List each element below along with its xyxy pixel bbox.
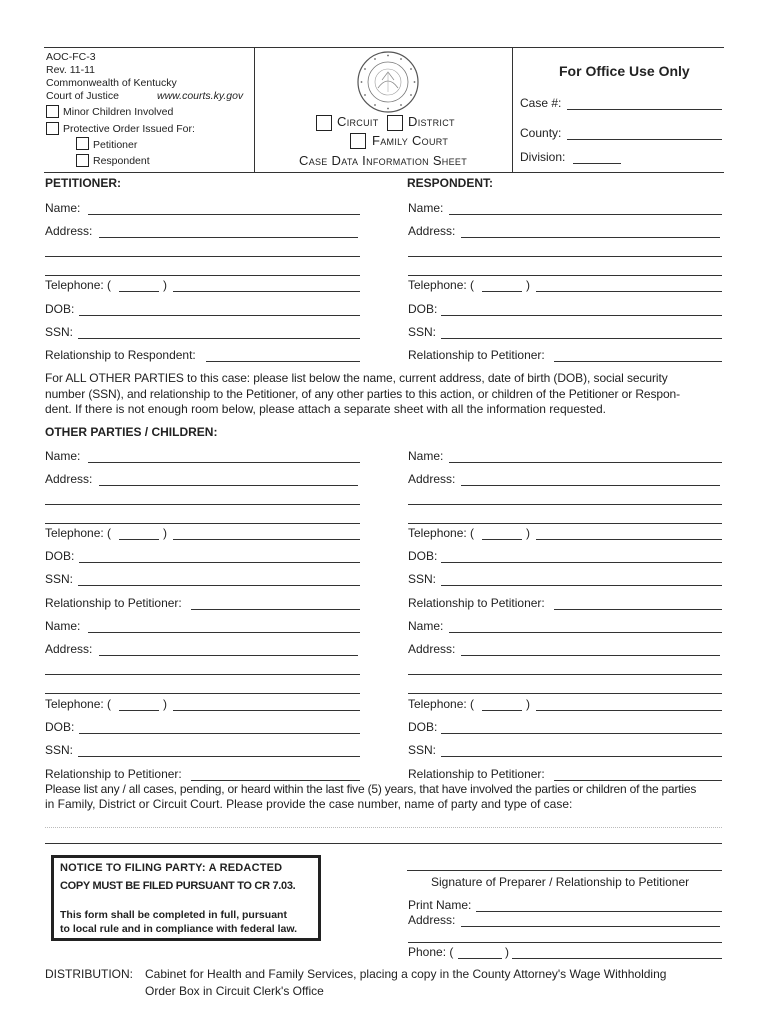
- party2-relationship-label: Relationship to Petitioner:: [408, 596, 545, 610]
- party1-telephone-label: Telephone: (: [45, 526, 112, 540]
- respondent-dob-field[interactable]: [441, 302, 722, 316]
- signature-caption: Signature of Preparer / Relationship to Petitioner: [431, 875, 690, 889]
- petitioner-address-field-2[interactable]: [45, 243, 360, 257]
- notice-line-4: to local rule and in compliance with federal law.: [60, 923, 298, 935]
- party3-address-field-2[interactable]: [45, 661, 360, 675]
- protective-petitioner-checkbox[interactable]: [76, 137, 89, 150]
- party4-name-field[interactable]: [449, 619, 722, 633]
- petitioner-dob-field[interactable]: [79, 302, 360, 316]
- party2-area-code-field[interactable]: [482, 526, 522, 540]
- party2-address-field-3[interactable]: [408, 510, 722, 524]
- party2-ssn-label: SSN:: [408, 572, 437, 586]
- party4-area-code-field[interactable]: [482, 697, 522, 711]
- respondent-ssn-label: SSN:: [408, 325, 437, 339]
- header-left-vertical-rule: [254, 47, 255, 173]
- other-parties-heading: OTHER PARTIES / CHILDREN:: [45, 425, 218, 439]
- party1-ssn-label: SSN:: [45, 572, 74, 586]
- party4-paren-close: ): [526, 697, 530, 711]
- party4-address-field-2[interactable]: [408, 661, 722, 675]
- prior-cases-instructions-line-1: Please list any / all cases, pending, or heard within the last five (5) years, that have involved the parties or children of the parties: [45, 782, 697, 796]
- petitioner-address-field-1[interactable]: [99, 224, 358, 238]
- party4-name-label: Name:: [408, 619, 444, 633]
- party2-name-label: Name:: [408, 449, 444, 463]
- respondent-name-label: Name:: [408, 201, 444, 215]
- party1-telephone-field[interactable]: [173, 526, 360, 540]
- protective-respondent-label: Respondent: [93, 155, 150, 167]
- party3-relationship-field[interactable]: [191, 767, 360, 781]
- preparer-phone-field[interactable]: [512, 945, 722, 959]
- preparer-paren-close: ): [505, 945, 509, 959]
- circuit-checkbox[interactable]: [316, 115, 332, 131]
- party3-telephone-field[interactable]: [173, 697, 360, 711]
- party4-address-label: Address:: [408, 642, 456, 656]
- party3-telephone-label: Telephone: (: [45, 697, 112, 711]
- family-court-checkbox[interactable]: [350, 133, 366, 149]
- party3-name-field[interactable]: [88, 619, 360, 633]
- notice-line-1: NOTICE TO FILING PARTY: A REDACTED: [60, 862, 283, 874]
- respondent-telephone-field[interactable]: [536, 278, 722, 292]
- party3-dob-field[interactable]: [79, 720, 360, 734]
- respondent-dob-label: DOB:: [408, 302, 438, 316]
- form-id: AOC-FC-3: [46, 51, 96, 63]
- party4-ssn-label: SSN:: [408, 743, 437, 757]
- preparer-phone-label: Phone: (: [408, 945, 454, 959]
- party4-relationship-label: Relationship to Petitioner:: [408, 767, 545, 781]
- respondent-address-field-3[interactable]: [408, 262, 722, 276]
- party3-area-code-field[interactable]: [119, 697, 159, 711]
- county-label: County:: [520, 126, 562, 140]
- prior-cases-instructions-line-2: in Family, District or Circuit Court. Please provide the case number, name of party and type of case:: [45, 797, 573, 811]
- other-parties-instructions-line-1: For ALL OTHER PARTIES to this case: please list below the name, current address, date of birth (DOB), social security: [45, 371, 668, 385]
- respondent-area-code-field[interactable]: [482, 278, 522, 292]
- respondent-relationship-label: Relationship to Petitioner:: [408, 348, 545, 362]
- case-number-field[interactable]: [567, 96, 722, 110]
- party1-dob-label: DOB:: [45, 549, 75, 563]
- print-name-field[interactable]: [476, 898, 722, 912]
- preparer-address-field-1[interactable]: [461, 913, 720, 927]
- party2-relationship-field[interactable]: [554, 596, 722, 610]
- protective-order-checkbox[interactable]: [46, 122, 59, 135]
- party3-address-field-1[interactable]: [99, 642, 358, 656]
- petitioner-area-code-field[interactable]: [119, 278, 159, 292]
- party4-address-field-3[interactable]: [408, 680, 722, 694]
- party1-dob-field[interactable]: [79, 549, 360, 563]
- party2-dob-label: DOB:: [408, 549, 438, 563]
- sheet-title: Case Data Information Sheet: [299, 153, 468, 168]
- party4-telephone-label: Telephone: (: [408, 697, 475, 711]
- petitioner-dob-label: DOB:: [45, 302, 75, 316]
- party2-dob-field[interactable]: [441, 549, 722, 563]
- division-field[interactable]: [573, 150, 621, 164]
- petitioner-relationship-label: Relationship to Respondent:: [45, 348, 196, 362]
- court-seal-logo: [356, 50, 420, 114]
- party2-ssn-field[interactable]: [441, 572, 722, 586]
- party1-paren-close: ): [163, 526, 167, 540]
- header-bottom-rule: [44, 172, 724, 173]
- party3-address-label: Address:: [45, 642, 93, 656]
- header-top-rule: [44, 47, 724, 48]
- party1-address-field-3[interactable]: [45, 510, 360, 524]
- petitioner-ssn-label: SSN:: [45, 325, 74, 339]
- party1-address-label: Address:: [45, 472, 93, 486]
- preparer-address-label: Address:: [408, 913, 456, 927]
- party1-area-code-field[interactable]: [119, 526, 159, 540]
- party1-relationship-label: Relationship to Petitioner:: [45, 596, 182, 610]
- header-right-vertical-rule: [512, 47, 513, 173]
- protective-respondent-checkbox[interactable]: [76, 154, 89, 167]
- petitioner-address-field-3[interactable]: [45, 262, 360, 276]
- website-label: www.courts.ky.gov: [157, 90, 244, 102]
- signature-field[interactable]: [407, 857, 722, 871]
- party2-telephone-label: Telephone: (: [408, 526, 475, 540]
- distribution-line-2: Order Box in Circuit Clerk's Office: [145, 984, 324, 998]
- party4-ssn-field[interactable]: [441, 743, 722, 757]
- county-field[interactable]: [567, 126, 722, 140]
- preparer-address-field-2[interactable]: [408, 929, 722, 943]
- party2-address-field-2[interactable]: [408, 491, 722, 505]
- minor-children-checkbox[interactable]: [46, 105, 59, 118]
- district-checkbox[interactable]: [387, 115, 403, 131]
- petitioner-name-label: Name:: [45, 201, 81, 215]
- court-label: Court of Justice: [46, 90, 119, 102]
- respondent-heading: RESPONDENT:: [407, 176, 494, 190]
- party1-relationship-field[interactable]: [191, 596, 360, 610]
- district-label: District: [408, 114, 455, 129]
- respondent-relationship-field[interactable]: [554, 348, 722, 362]
- print-name-label: Print Name:: [408, 898, 472, 912]
- party3-name-label: Name:: [45, 619, 81, 633]
- party1-address-field-1[interactable]: [99, 472, 358, 486]
- party2-paren-close: ): [526, 526, 530, 540]
- other-parties-instructions-line-3: dent. If there is not enough room below, please attach a separate sheet with all the information requested.: [45, 402, 607, 416]
- respondent-address-label: Address:: [408, 224, 456, 238]
- party2-telephone-field[interactable]: [536, 526, 722, 540]
- commonwealth-label: Commonwealth of Kentucky: [46, 77, 177, 89]
- protective-order-label: Protective Order Issued For:: [63, 123, 195, 135]
- party3-address-field-3[interactable]: [45, 680, 360, 694]
- protective-petitioner-label: Petitioner: [93, 139, 138, 151]
- party3-dob-label: DOB:: [45, 720, 75, 734]
- party3-relationship-label: Relationship to Petitioner:: [45, 767, 182, 781]
- party4-dob-label: DOB:: [408, 720, 438, 734]
- party1-ssn-field[interactable]: [78, 572, 360, 586]
- party1-address-field-2[interactable]: [45, 491, 360, 505]
- petitioner-relationship-field[interactable]: [206, 348, 360, 362]
- party2-name-field[interactable]: [449, 449, 722, 463]
- office-use-title: For Office Use Only: [559, 63, 690, 79]
- prior-cases-field-1[interactable]: [45, 814, 722, 828]
- preparer-area-code-field[interactable]: [458, 945, 502, 959]
- party2-address-label: Address:: [408, 472, 456, 486]
- form-revision: Rev. 11-11: [46, 64, 96, 76]
- party4-dob-field[interactable]: [441, 720, 722, 734]
- party3-ssn-label: SSN:: [45, 743, 74, 757]
- respondent-telephone-label: Telephone: (: [408, 278, 475, 292]
- petitioner-telephone-label: Telephone: (: [45, 278, 112, 292]
- notice-line-2: COPY MUST BE FILED PURSUANT TO CR 7.03.: [60, 880, 296, 892]
- petitioner-ssn-field[interactable]: [78, 325, 360, 339]
- other-parties-instructions-line-2: number (SSN), and relationship to the Petitioner, of any other parties to this action, or children of the Petitioner or Respon-: [45, 387, 680, 401]
- minor-children-label: Minor Children Involved: [63, 106, 174, 118]
- party4-address-field-1[interactable]: [461, 642, 720, 656]
- case-number-label: Case #:: [520, 96, 562, 110]
- party1-name-label: Name:: [45, 449, 81, 463]
- party3-paren-close: ): [163, 697, 167, 711]
- division-label: Division:: [520, 150, 566, 164]
- distribution-label: DISTRIBUTION:: [45, 967, 134, 981]
- family-court-label: Family Court: [372, 133, 449, 148]
- petitioner-name-field[interactable]: [88, 201, 360, 215]
- prior-cases-field-2[interactable]: [45, 830, 722, 844]
- petitioner-paren-close: ): [163, 278, 167, 292]
- party4-telephone-field[interactable]: [536, 697, 722, 711]
- circuit-label: Circuit: [337, 114, 379, 129]
- party4-relationship-field[interactable]: [554, 767, 722, 781]
- party2-address-field-1[interactable]: [461, 472, 720, 486]
- party1-name-field[interactable]: [88, 449, 360, 463]
- respondent-address-field-1[interactable]: [461, 224, 720, 238]
- respondent-ssn-field[interactable]: [441, 325, 722, 339]
- petitioner-telephone-field[interactable]: [173, 278, 360, 292]
- distribution-line-1: Cabinet for Health and Family Services, placing a copy in the County Attorney's Wage Withholding: [145, 967, 667, 981]
- notice-line-3: This form shall be completed in full, pursuant: [60, 909, 287, 921]
- respondent-paren-close: ): [526, 278, 530, 292]
- party3-ssn-field[interactable]: [78, 743, 360, 757]
- respondent-name-field[interactable]: [449, 201, 722, 215]
- petitioner-address-label: Address:: [45, 224, 93, 238]
- petitioner-heading: PETITIONER:: [45, 176, 122, 190]
- respondent-address-field-2[interactable]: [408, 243, 722, 257]
